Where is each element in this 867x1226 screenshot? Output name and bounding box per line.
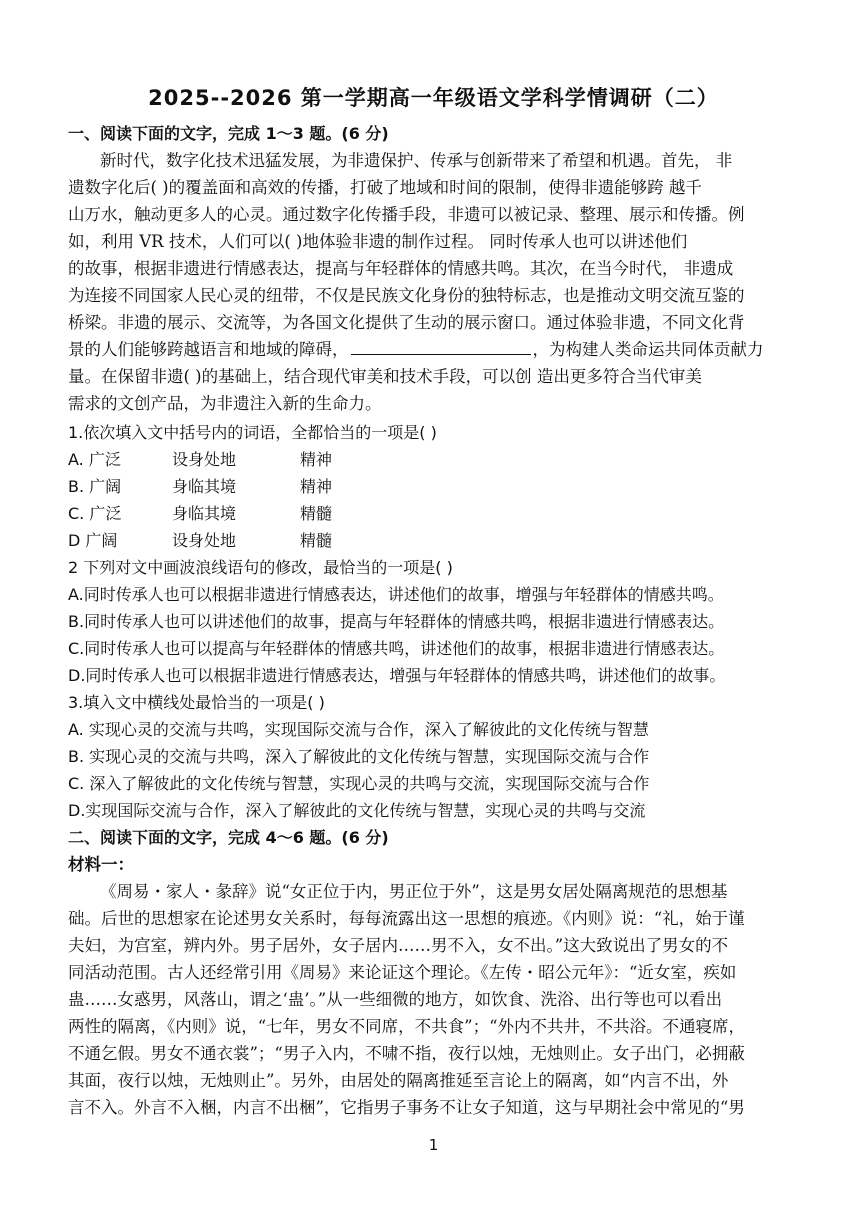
option-col: 设身处地 [172,450,237,469]
material-label: 材料一： [68,855,134,874]
option-col: 设身处地 [172,531,237,550]
section1-paragraph-line: 需求的文创产品，为非遗注入新的生命力。 [68,394,382,413]
paragraph-text: ，为构建人类命运共同体贡献力 [532,340,764,359]
option-col: 身临其境 [172,504,237,523]
section1-paragraph-line-with-blank [68,339,764,361]
q1-option-b [68,476,332,498]
section1-paragraph-line: 如，利用 VR 技术，人们可以( )地体验非遗的制作过程。 同时传承人也可以讲述他们 [68,232,688,251]
section1-paragraph-line: 桥梁。非遗的展示、交流等，为各国文化提供了生动的展示窗口。通过体验非遗，不同文化背 [68,313,745,332]
section1-paragraph-line: 量。在保留非遗( )的基础上，结合现代审美和技术手段，可以创 造出更多符合当代审美 [68,367,702,386]
q2-option-c: C.同时传承人也可以提高与年轻群体的情感共鸣，讲述他们的故事，根据非遗进行情感表达。 [68,639,725,658]
q1-option-d [68,530,332,552]
fill-in-blank [351,340,531,355]
section2-paragraph-line: 《周易・家人・彖辞》说“女正位于内，男正位于外”，这是男女居处隔离规范的思想基 [100,882,728,901]
option-col: 精髓 [300,504,333,523]
option-col: 精神 [300,450,333,469]
q1-option-a [68,449,332,471]
section1-heading: 一、阅读下面的文字，完成 1～3 题。(6 分) [68,124,389,143]
q2-option-a: A.同时传承人也可以根据非遗进行情感表达，讲述他们的故事，增强与年轻群体的情感共鸣。 [68,585,724,604]
option-col: 精髓 [300,531,333,550]
q3-option-b: B. 实现心灵的交流与共鸣，深入了解彼此的文化传统与智慧，实现国际交流与合作 [68,747,650,766]
option-col: A. 广泛 [68,450,121,469]
section2-heading: 二、阅读下面的文字，完成 4～6 题。(6 分) [68,828,389,847]
option-col: C. 广泛 [68,504,122,523]
section2-paragraph-line: 言不入。外言不入梱，内言不出梱”，它指男子事务不让女子知道，这与早期社会中常见的“男 [68,1098,745,1117]
section2-paragraph-line: 夫妇，为宫室，辨内外。男子居外，女子居内……男不入，女不出。”这大致说出了男女的不 [68,936,729,955]
option-col: D 广阔 [68,531,118,550]
section2-paragraph-line: 其面，夜行以烛，无烛则止”。另外，由居处的隔离推延至言论上的隔离，如“内言不出，外 [68,1071,729,1090]
paragraph-text: 景的人们能够跨越语言和地域的障碍， [68,340,349,359]
section1-paragraph-line: 遗数字化后( )的覆盖面和高效的传播，打破了地域和时间的限制，使得非遗能够跨 越千 [68,178,702,197]
q2-option-d: D.同时传承人也可以根据非遗进行情感表达，增强与年轻群体的情感共鸣，讲述他们的故事。 [68,666,726,685]
page-title: 2025--2026 第一学期高一年级语文学科学情调研（二） [148,86,719,110]
page-number: 1 [428,1136,439,1154]
q3-stem: 3.填入文中横线处最恰当的一项是( ) [68,693,325,712]
q3-option-a: A. 实现心灵的交流与共鸣，实现国际交流与合作，深入了解彼此的文化传统与智慧 [68,720,649,739]
q2-option-b: B.同时传承人也可以讲述他们的故事，提高与年轻群体的情感共鸣，根据非遗进行情感表达。 [68,612,725,631]
section2-paragraph-line: 两性的隔离，《内则》说，“七年，男女不同席，不共食”；“外内不共井，不共浴。不通寝席， [68,1017,746,1036]
section2-paragraph-line: 不通乞假。男女不通衣裳”；“男子入内，不啸不指，夜行以烛，无烛则止。女子出门，必拥蔽 [68,1044,745,1063]
section2-paragraph-line: 蛊……女惑男，风落山，谓之‘蛊’。”从一些细微的地方，如饮食、洗浴、出行等也可以看出 [68,990,723,1009]
section2-paragraph-line: 同活动范围。古人还经常引用《周易》来论证这个理论。《左传・昭公元年》：“近女室，疾如 [68,963,737,982]
option-col: 身临其境 [172,477,237,496]
section1-paragraph-line: 新时代，数字化技术迅猛发展，为非遗保护、传承与创新带来了希望和机遇。首先， 非 [100,151,733,170]
q3-option-d: D.实现国际交流与合作，深入了解彼此的文化传统与智慧，实现心灵的共鸣与交流 [68,801,646,820]
q1-stem: 1.依次填入文中括号内的词语，全都恰当的一项是( ) [68,423,437,442]
section1-paragraph-line: 为连接不同国家人民心灵的纽带，不仅是民族文化身份的独特标志，也是推动文明交流互鉴的 [68,286,745,305]
option-col: 精神 [300,477,333,496]
q2-stem: 2 下列对文中画波浪线语句的修改，最恰当的一项是( ) [68,558,453,577]
section2-paragraph-line: 础。后世的思想家在论述男女关系时，每每流露出这一思想的痕迹。《内则》说：“礼，始于谨 [68,909,745,928]
q1-option-c [68,503,332,525]
option-col: B. 广阔 [68,477,122,496]
section1-paragraph-line: 山万水，触动更多人的心灵。通过数字化传播手段，非遗可以被记录、整理、展示和传播。例 [68,205,745,224]
section1-paragraph-line: 的故事，根据非遗进行情感表达，提高与年轻群体的情感共鸣。其次，在当今时代， 非遗成 [68,259,734,278]
q3-option-c: C. 深入了解彼此的文化传统与智慧，实现心灵的共鸣与交流，实现国际交流与合作 [68,774,650,793]
